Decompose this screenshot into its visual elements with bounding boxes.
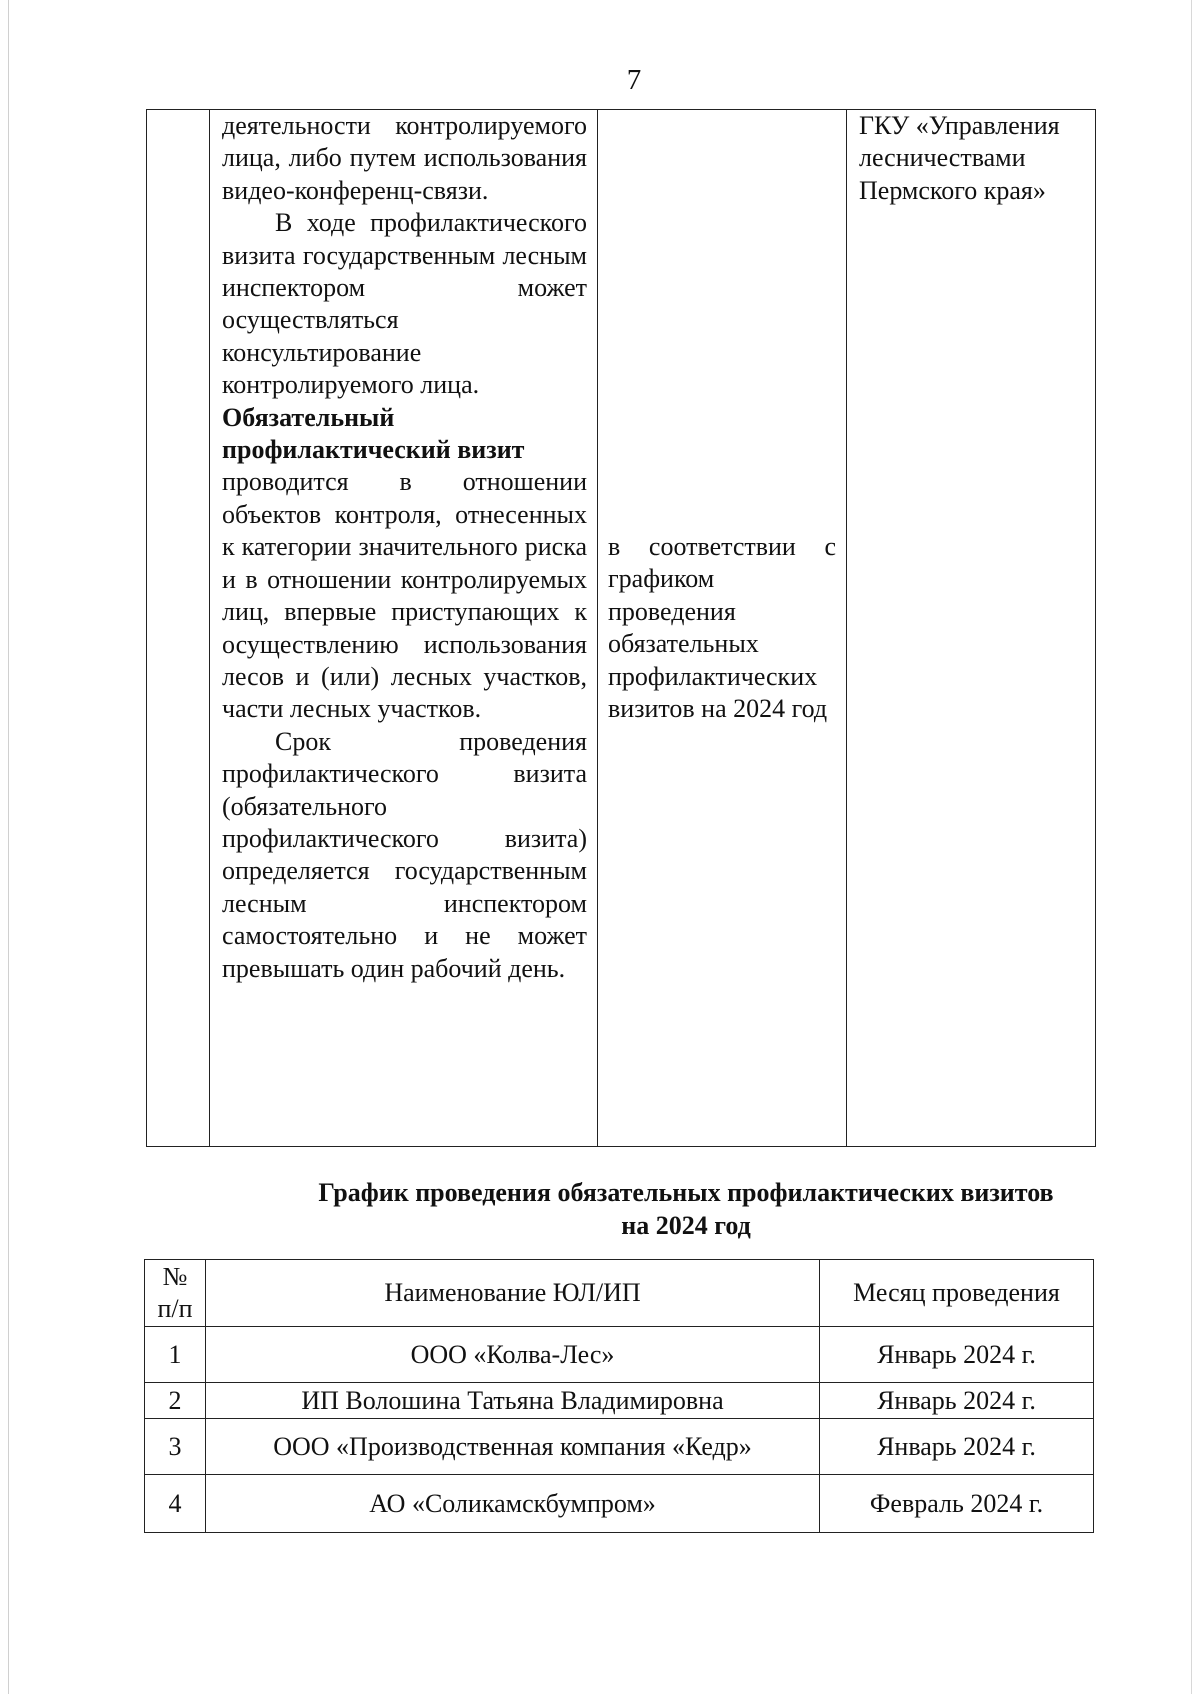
scan-edge: [8, 0, 9, 1694]
table-row: [145, 1475, 1094, 1533]
page-number: 7: [626, 64, 642, 96]
row-name: ИП Волошина Татьяна Владимировна: [206, 1383, 820, 1419]
header-month: Месяц проведения: [820, 1260, 1094, 1327]
row-name: ООО «Производственная компания «Кедр»: [206, 1419, 820, 1475]
table-row: [145, 1383, 1094, 1419]
row-name: АО «Соликамскбумпром»: [206, 1475, 820, 1533]
description-paragraph: деятельности контролируемого лица, либо путем использования видео-конференц-связи.: [222, 111, 587, 205]
row-number: 1: [145, 1327, 206, 1383]
row-number: 4: [145, 1475, 206, 1533]
row-name: ООО «Колва-Лес»: [206, 1327, 820, 1383]
number-cell: [147, 110, 210, 1147]
row-month: Январь 2024 г.: [820, 1327, 1094, 1383]
schedule-title-line: на 2024 год: [621, 1211, 751, 1240]
description-paragraph: Срок проведения профилактического визита (обязательного профилактического визита) определяется государственным лесным инспектором самостоятельно и не может превышать один рабочий день.: [222, 726, 587, 983]
timing-text: в соответствии с графиком проведения обязательных профилактических визитов на 2024 год: [608, 532, 836, 724]
table-row: [147, 110, 1096, 1147]
row-month: Февраль 2024 г.: [820, 1475, 1094, 1533]
header-name: Наименование ЮЛ/ИП: [206, 1260, 820, 1327]
table-row: [145, 1327, 1094, 1383]
header-number-abbrev: п/п: [157, 1294, 193, 1323]
table-header-row: [145, 1260, 1094, 1327]
timing-cell: [598, 110, 847, 1147]
row-number: 3: [145, 1419, 206, 1475]
schedule-title-line: График проведения обязательных профилактических визитов: [318, 1178, 1054, 1207]
responsible-cell: [847, 110, 1096, 1147]
schedule-table: [144, 1259, 1094, 1533]
continuation-table: [146, 109, 1096, 1147]
scan-edge: [1191, 0, 1192, 1694]
description-cell: [210, 110, 598, 1147]
responsible-text: ГКУ «Управления лесничествами Пермского края»: [859, 111, 1060, 205]
description-paragraph: проводится в отношении объектов контроля, отнесенных к категории значительного риска и в отношении контролируемых лиц, впервые приступающих к осуществлению использования лесов и (или) лесных участков, части лесных участков.: [222, 467, 587, 724]
table-row: [145, 1419, 1094, 1475]
row-month: Январь 2024 г.: [820, 1419, 1094, 1475]
description-paragraph: В ходе профилактического визита государственным лесным инспектором может осуществляться консультирование контролируемого лица.: [222, 208, 587, 400]
row-number: 2: [145, 1383, 206, 1419]
schedule-title: [146, 1176, 1200, 1242]
description-paragraph-bold: Обязательный профилактический визит: [222, 402, 525, 465]
header-number-symbol: №: [162, 1262, 188, 1291]
row-month: Январь 2024 г.: [820, 1383, 1094, 1419]
header-number: [145, 1260, 206, 1327]
